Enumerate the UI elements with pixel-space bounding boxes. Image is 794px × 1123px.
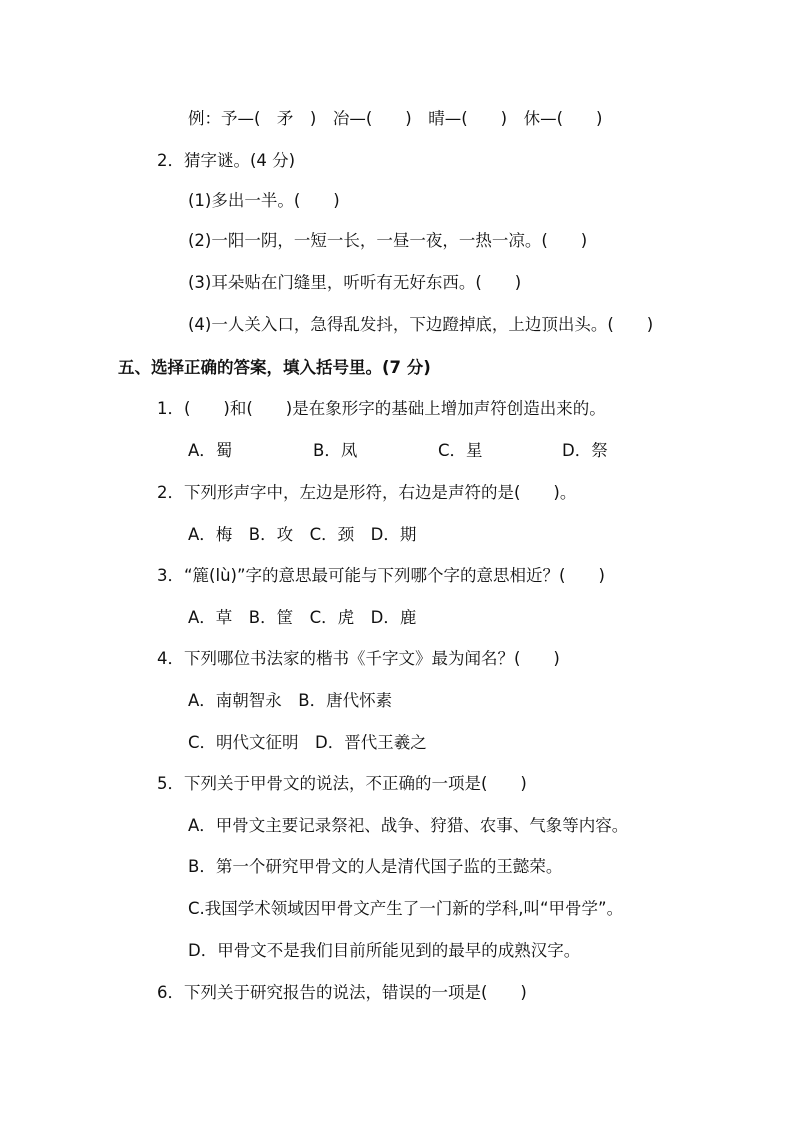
question-5-option-a: A．甲骨文主要记录祭祀、战争、狩猎、农事、气象等内容。 [188, 816, 629, 835]
question-5-option-d: D．甲骨文不是我们目前所能见到的最早的成熟汉字。 [188, 941, 581, 960]
question-2-options: A．梅 B．攻 C．颈 D．期 [188, 525, 417, 544]
question-5-option-b: B．第一个研究甲骨文的人是清代国子监的王懿荣。 [188, 857, 563, 876]
question-5-option-c: C.我国学术领域因甲骨文产生了一门新的学科,叫“甲骨学”。 [188, 899, 624, 918]
riddle-item: (2)一阳一阴，一短一长，一昼一夜，一热一凉。( ) [188, 231, 588, 250]
question-3-stem: 3．“簏(lù)”字的意思最可能与下列哪个字的意思相近？( ) [157, 566, 605, 585]
riddle-item: (1)多出一半。( ) [188, 191, 340, 210]
question-riddle-title: 2．猜字谜。(4 分) [157, 151, 296, 170]
option-d: D．祭 [562, 441, 608, 460]
riddle-item: (3)耳朵贴在门缝里，听听有无好东西。( ) [188, 273, 522, 292]
question-4-stem: 4．下列哪位书法家的楷书《千字文》最为闻名？( ) [157, 649, 560, 668]
option-c: C．星 [438, 441, 483, 460]
option-b: B．凤 [313, 441, 358, 460]
riddle-item: (4)一人关入口，急得乱发抖，下边蹬掉底，上边顶出头。( ) [188, 315, 654, 334]
question-1-stem: 1．( )和( )是在象形字的基础上增加声符创造出来的。 [157, 399, 606, 418]
question-4-options-line-1: A．南朝智永 B．唐代怀素 [188, 691, 393, 710]
question-6-stem: 6．下列关于研究报告的说法，错误的一项是( ) [157, 983, 527, 1002]
example-line: 例：予—( 矛 ) 冶—( ) 晴—( ) 休—( ) [188, 109, 603, 128]
section-five-heading: 五、选择正确的答案，填入括号里。(7 分) [118, 358, 431, 377]
question-4-options-line-2: C．明代文征明 D．晋代王羲之 [188, 733, 427, 752]
question-2-stem: 2．下列形声字中，左边是形符，右边是声符的是( )。 [157, 483, 577, 502]
option-a: A．蜀 [188, 441, 233, 460]
question-5-stem: 5．下列关于甲骨文的说法，不正确的一项是( ) [157, 774, 527, 793]
question-3-options: A．草 B．筐 C．虎 D．鹿 [188, 608, 417, 627]
